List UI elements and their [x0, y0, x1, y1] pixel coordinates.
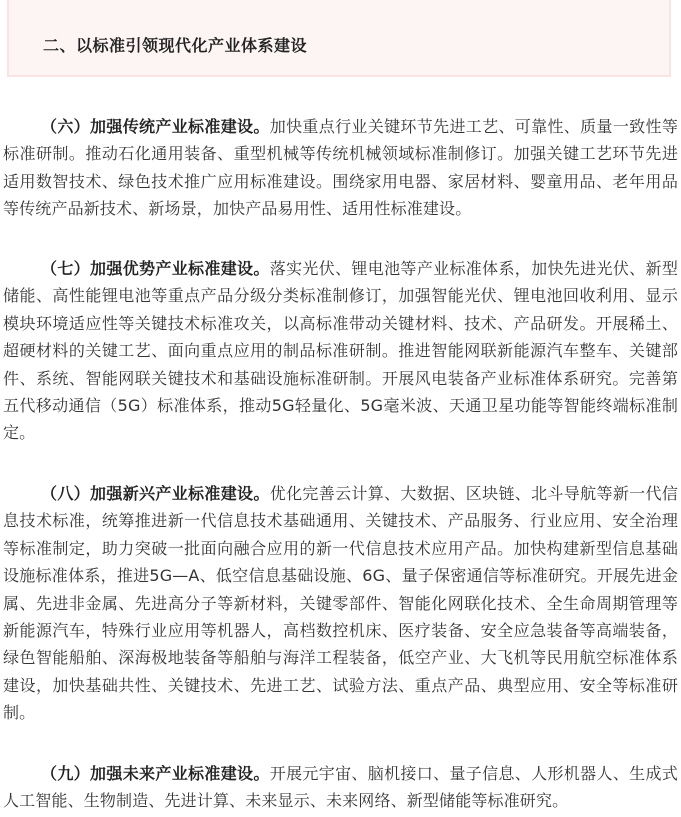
- paragraph-9-body: 开展元宇宙、脑机接口、量子信息、人形机器人、生成式人工智能、生物制造、先进计算、未来显示、未来网络、新型储能等标准研究。: [3, 764, 678, 811]
- paragraph-7: [3, 255, 678, 447]
- paragraph-6-body: 加快重点行业关键环节先进工艺、可靠性、质量一致性等标准研制。推动石化通用装备、重型机械等传统机械领域标准制修订。加强关键工艺环节先进适用数智技术、绿色技术推广应用标准建设。围绕家用电器、家居材料、婴童用品、老年用品等传统产品新技术、新场景，加快产品易用性、适用性标准建设。: [3, 117, 678, 219]
- paragraph-8-heading: （八）加强新兴产业标准建设。: [41, 484, 270, 503]
- paragraph-9: [3, 760, 678, 815]
- paragraph-8: [3, 480, 678, 727]
- paragraph-6-heading: （六）加强传统产业标准建设。: [41, 117, 270, 136]
- paragraph-7-body: 落实光伏、锂电池等产业标准体系，加快先进光伏、新型储能、高性能锂电池等重点产品分级分类标准制修订，加强智能光伏、锂电池回收利用、显示模块环境适应性等关键技术标准攻关，以高标准带动关键材料、技术、产品研发。开展稀土、超硬材料的关键工艺、面向重点应用的制品标准研制。推进智能网联新能源汽车整车、关键部件、系统、智能网联关键技术和基础设施标准研制。开展风电装备产业标准体系研究。完善第五代移动通信（5G）标准体系，推动5G轻量化、5G毫米波、天通卫星功能等智能终端标准制定。: [3, 259, 678, 443]
- paragraph-9-heading: （九）加强未来产业标准建设。: [41, 764, 270, 783]
- section-header-box: [7, 0, 671, 77]
- paragraph-7-heading: （七）加强优势产业标准建设。: [41, 259, 270, 278]
- paragraph-6: [3, 113, 678, 223]
- paragraph-8-body: 优化完善云计算、大数据、区块链、北斗导航等新一代信息技术标准，统筹推进新一代信息技术基础通用、关键技术、产品服务、行业应用、安全治理等标准制定，助力突破一批面向融合应用的新一代信息技术应用产品。加快构建新型信息基础设施标准体系，推进5G—A、低空信息基础设施、6G、量子保密通信等标准研究。开展先进金属、先进非金属、先进高分子等新材料，关键零部件、智能化网联化技术、全生命周期管理等新能源汽车，特殊行业应用等机器人，高档数控机床、医疗装备、安全应急装备等高端装备，绿色智能船舶、深海极地装备等船舶与海洋工程装备，低空产业、大飞机等民用航空标准体系建设，加快基础共性、关键技术、先进工艺、试验方法、重点产品、典型应用、安全等标准研制。: [3, 484, 678, 723]
- section-title: 二、以标准引领现代化产业体系建设: [43, 36, 308, 55]
